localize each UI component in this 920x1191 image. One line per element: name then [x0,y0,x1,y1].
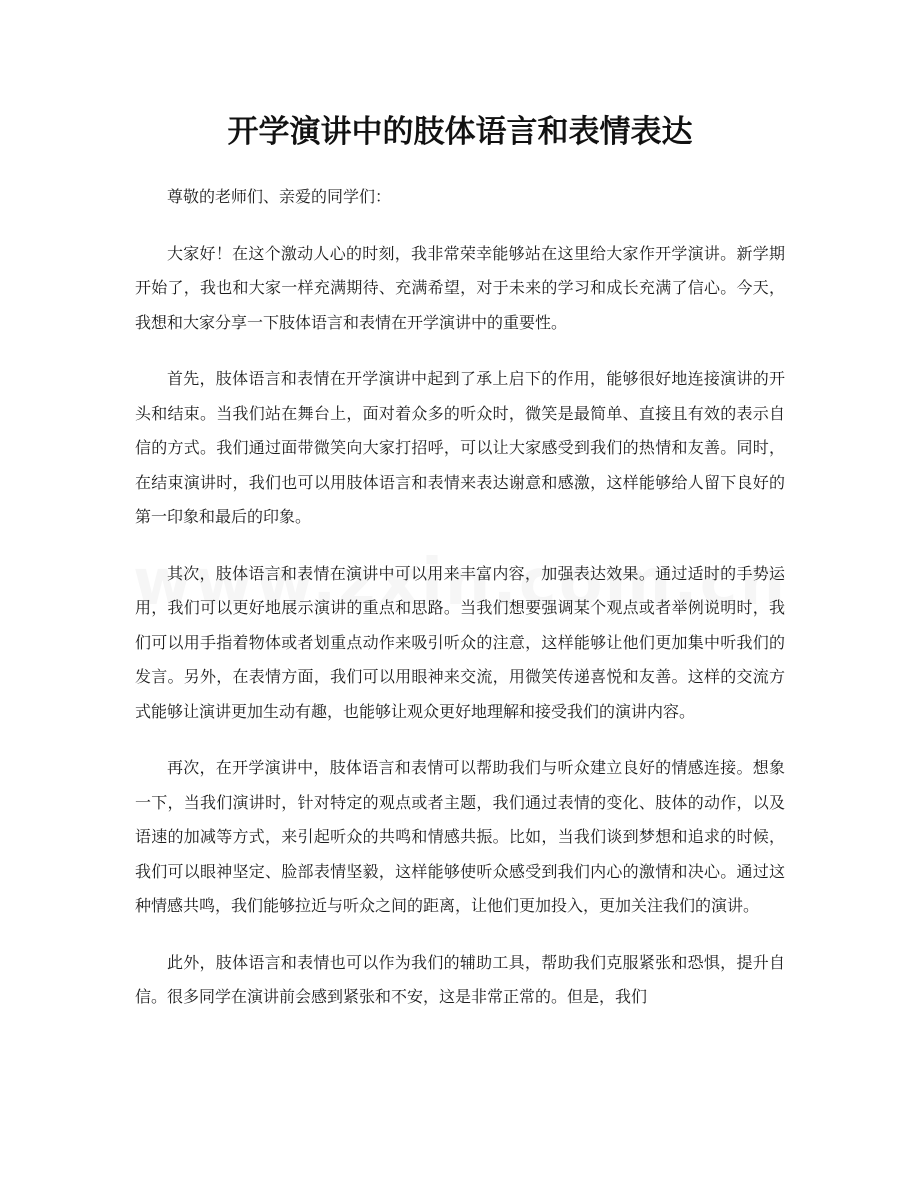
paragraph-additionally: 此外，肢体语言和表情也可以作为我们的辅助工具，帮助我们克服紧张和恐惧，提升自信。很多同学在演讲前会感到紧张和不安，这是非常正常的。但是，我们 [135,952,785,1006]
greeting: 尊敬的老师们、亲爱的同学们： [167,187,392,206]
document-body [135,180,785,1037]
paragraph-second: 其次，肢体语言和表情在演讲中可以用来丰富内容，加强表达效果。通过适时的手势运用，我们可以更好地展示演讲的重点和思路。当我们想要强调某个观点或者举例说明时，我们可以用手指着物体或者划重点动作来吸引听众的注意，这样能够让他们更加集中听我们的发言。另外，在表情方面，我们可以用眼神来交流，用微笑传递喜悦和友善。这样的交流方式能够让演讲更加生动有趣，也能够让观众更好地理解和接受我们的演讲内容。 [135,563,785,721]
document-title: 开学演讲中的肢体语言和表情表达 [227,114,693,150]
paragraph-intro: 大家好！在这个激动人心的时刻，我非常荣幸能够站在这里给大家作开学演讲。新学期开始了，我也和大家一样充满期待、充满希望，对于未来的学习和成长充满了信心。今天，我想和大家分享一下肢体语言和表情在开学演讲中的重要性。 [135,243,785,332]
paragraph-first: 首先，肢体语言和表情在开学演讲中起到了承上启下的作用，能够很好地连接演讲的开头和结束。当我们站在舞台上，面对着众多的听众时，微笑是最简单、直接且有效的表示自信的方式。我们通过面带微笑向大家打招呼，可以让大家感受到我们的热情和友善。同时，在结束演讲时，我们也可以用肢体语言和表情来表达谢意和感激，这样能够给人留下良好的第一印象和最后的印象。 [135,369,785,526]
paragraph-third: 再次，在开学演讲中，肢体语言和表情可以帮助我们与听众建立良好的情感连接。想象一下，当我们演讲时，针对特定的观点或者主题，我们通过表情的变化、肢体的动作，以及语速的加减等方式，来引起听众的共鸣和情感共振。比如，当我们谈到梦想和追求的时候，我们可以眼神坚定、脸部表情坚毅，这样能够使听众感受到我们内心的激情和决心。通过这种情感共鸣，我们能够拉近与听众之间的距离，让他们更加投入，更加关注我们的演讲。 [135,758,785,915]
